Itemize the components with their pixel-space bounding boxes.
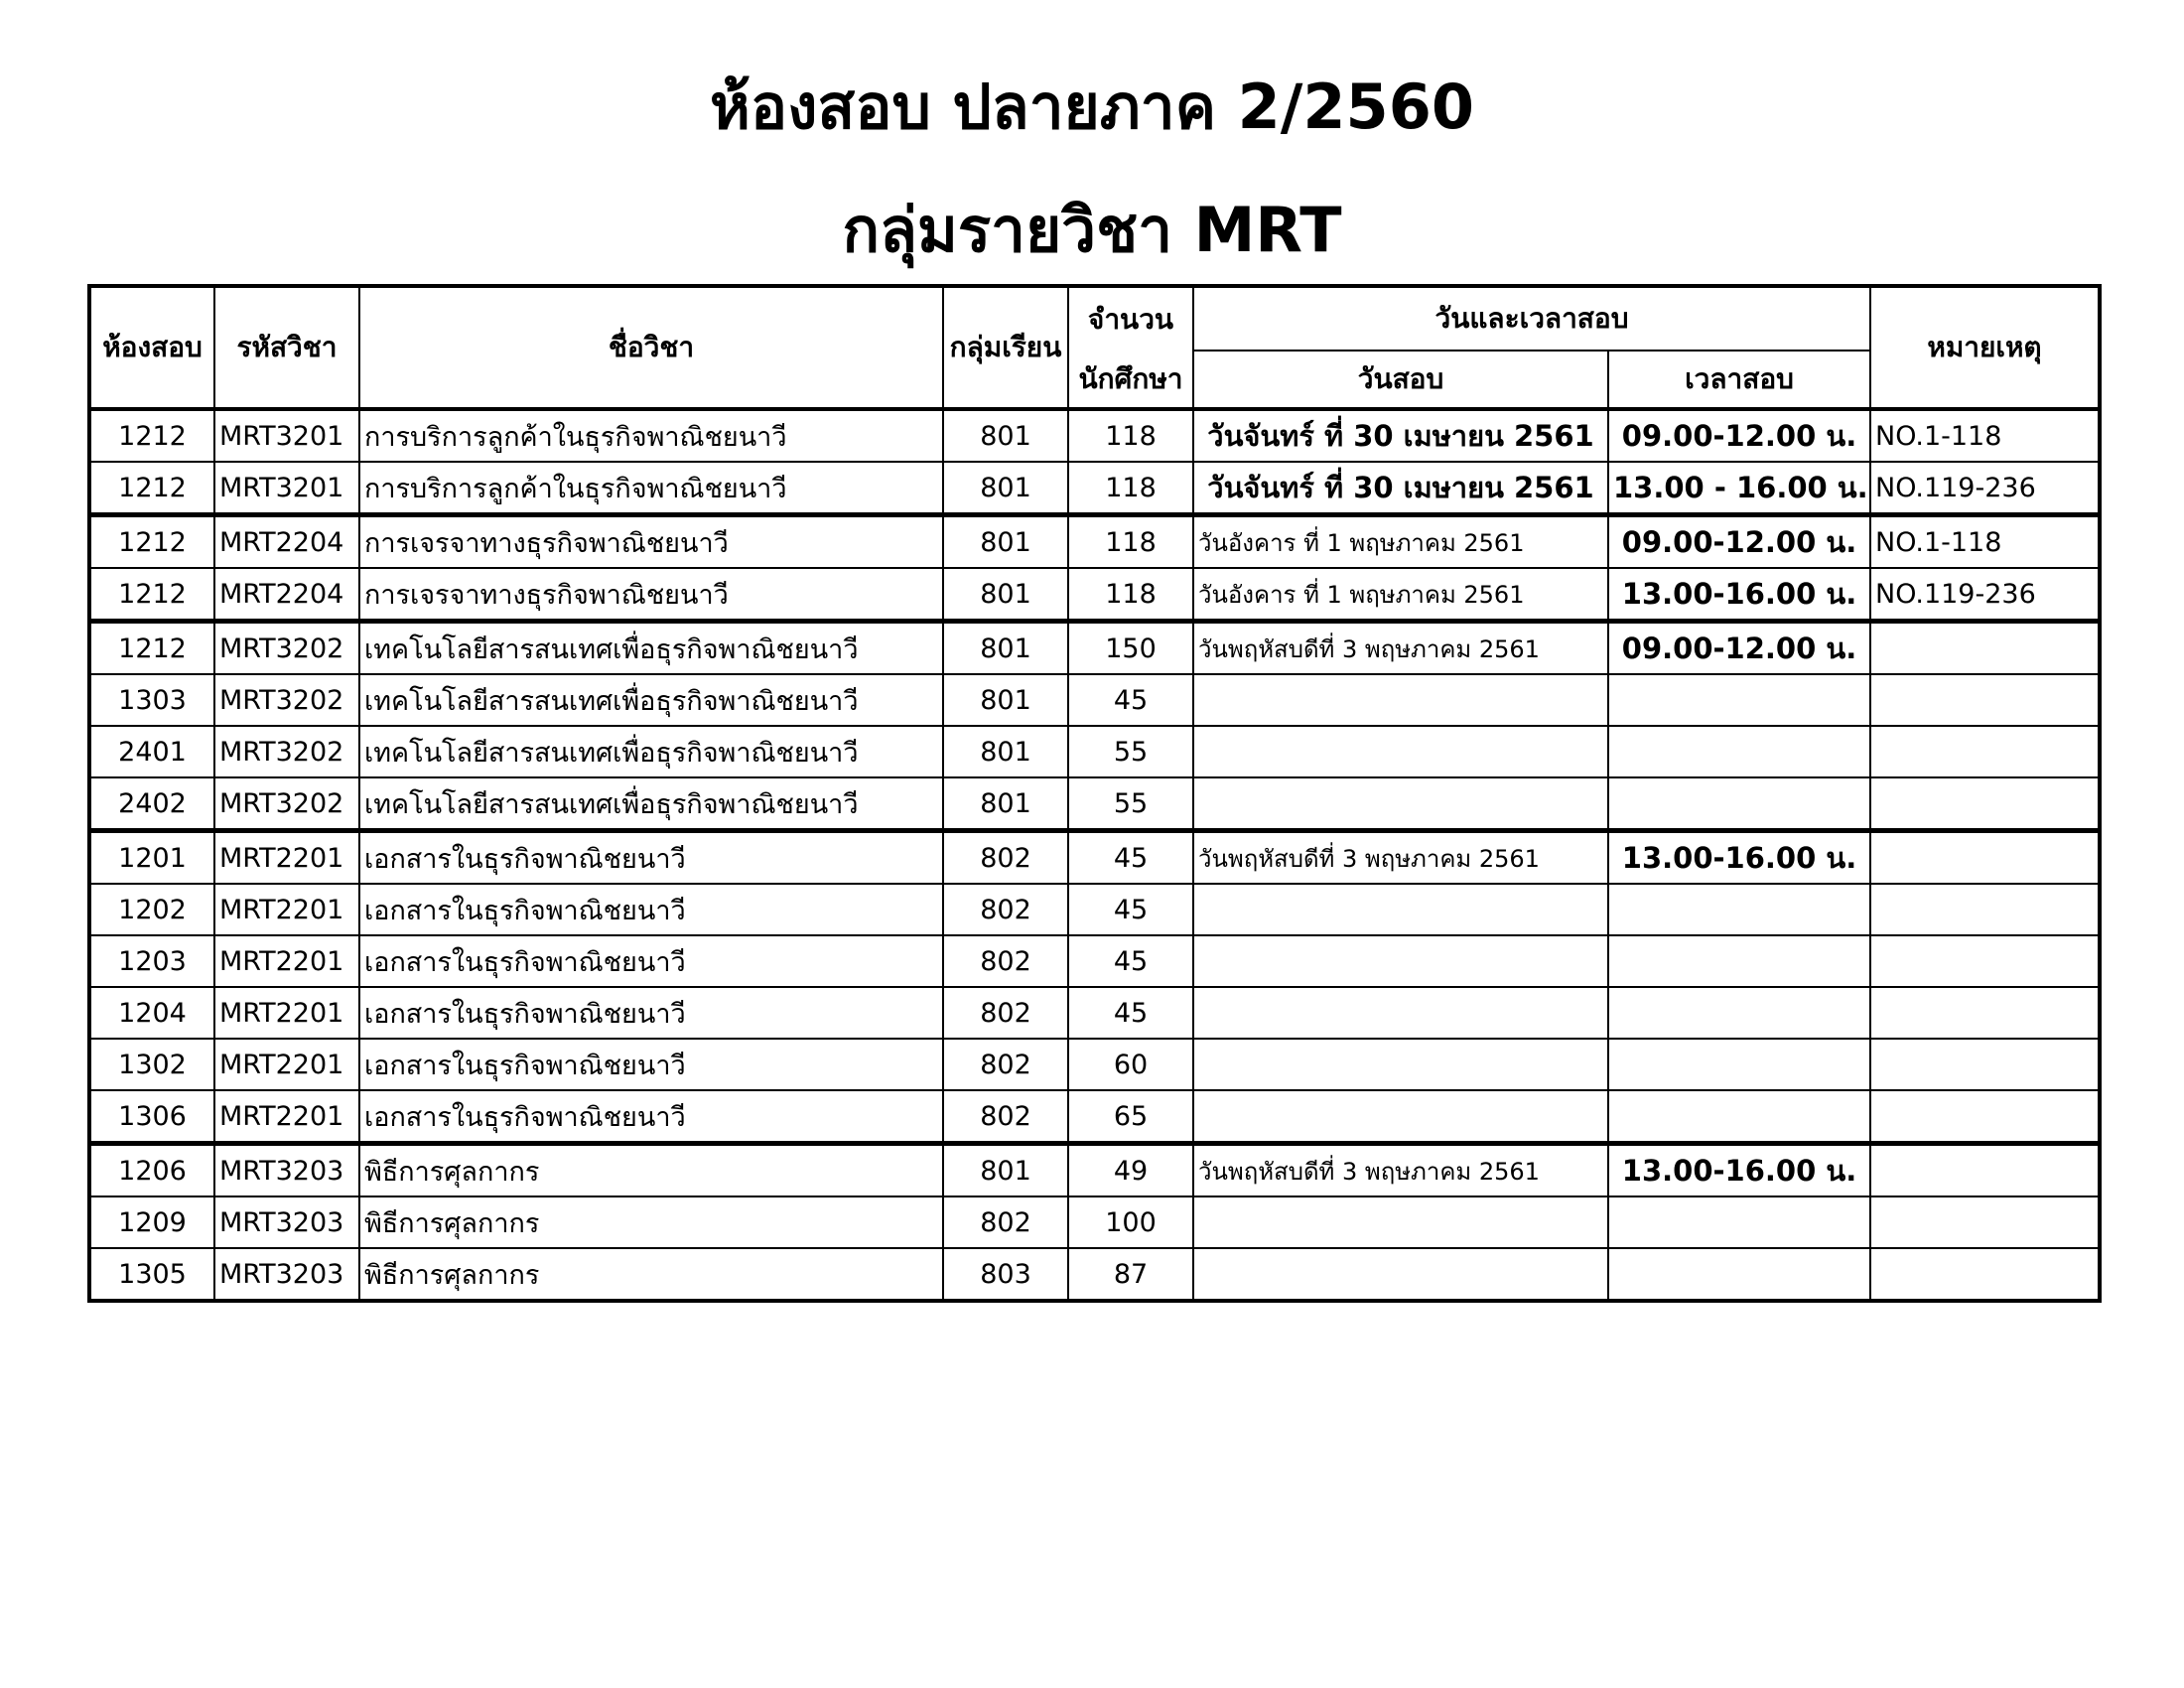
section-cell: 802 <box>943 1090 1068 1144</box>
course-code-cell: MRT2201 <box>214 884 359 935</box>
header-count-line2: นักศึกษา <box>1068 351 1193 409</box>
course-code-cell: MRT2201 <box>214 987 359 1039</box>
course-name-cell: การบริการลูกค้าในธุรกิจพาณิชยนาวี <box>359 462 943 515</box>
student-count-cell: 55 <box>1068 726 1193 777</box>
table-row <box>89 831 2100 885</box>
student-count-cell: 60 <box>1068 1039 1193 1090</box>
exam-time-cell: 09.00-12.00 น. <box>1608 515 1870 569</box>
note-cell <box>1870 726 2100 777</box>
exam-date-cell <box>1193 674 1608 726</box>
course-code-cell: MRT3203 <box>214 1196 359 1248</box>
exam-time-cell <box>1608 674 1870 726</box>
course-name-cell: เอกสารในธุรกิจพาณิชยนาวี <box>359 884 943 935</box>
table-row <box>89 726 2100 777</box>
table-row <box>89 462 2100 515</box>
student-count-cell: 49 <box>1068 1144 1193 1197</box>
student-count-cell: 45 <box>1068 884 1193 935</box>
table-row <box>89 1090 2100 1144</box>
section-cell: 801 <box>943 622 1068 675</box>
section-cell: 801 <box>943 568 1068 622</box>
section-cell: 801 <box>943 674 1068 726</box>
exam-time-cell: 09.00-12.00 น. <box>1608 622 1870 675</box>
section-cell: 801 <box>943 515 1068 569</box>
room-cell: 1303 <box>89 674 214 726</box>
exam-date-cell: วันอังคาร ที่ 1 พฤษภาคม 2561 <box>1193 515 1608 569</box>
student-count-cell: 45 <box>1068 674 1193 726</box>
exam-time-cell <box>1608 777 1870 831</box>
exam-date-cell: วันจันทร์ ที่ 30 เมษายน 2561 <box>1193 462 1608 515</box>
section-cell: 803 <box>943 1248 1068 1301</box>
note-cell <box>1870 1248 2100 1301</box>
student-count-cell: 118 <box>1068 409 1193 462</box>
student-count-cell: 100 <box>1068 1196 1193 1248</box>
exam-date-cell: วันพฤหัสบดีที่ 3 พฤษภาคม 2561 <box>1193 1144 1608 1197</box>
section-cell: 801 <box>943 777 1068 831</box>
exam-time-cell: 13.00-16.00 น. <box>1608 1144 1870 1197</box>
exam-time-cell <box>1608 884 1870 935</box>
exam-date-cell <box>1193 1248 1608 1301</box>
header-note: หมายเหตุ <box>1870 286 2100 409</box>
room-cell: 1306 <box>89 1090 214 1144</box>
table-row <box>89 622 2100 675</box>
student-count-cell: 45 <box>1068 831 1193 885</box>
course-name-cell: เทคโนโลยีสารสนเทศเพื่อธุรกิจพาณิชยนาวี <box>359 726 943 777</box>
course-code-cell: MRT3202 <box>214 777 359 831</box>
course-code-cell: MRT3201 <box>214 409 359 462</box>
exam-time-cell: 13.00-16.00 น. <box>1608 568 1870 622</box>
course-name-cell: เอกสารในธุรกิจพาณิชยนาวี <box>359 1039 943 1090</box>
table-row <box>89 1039 2100 1090</box>
table-row <box>89 987 2100 1039</box>
section-cell: 802 <box>943 935 1068 987</box>
table-row <box>89 1196 2100 1248</box>
exam-room-table <box>87 284 2102 1303</box>
exam-date-cell: วันพฤหัสบดีที่ 3 พฤษภาคม 2561 <box>1193 831 1608 885</box>
student-count-cell: 45 <box>1068 987 1193 1039</box>
note-cell <box>1870 1090 2100 1144</box>
section-cell: 802 <box>943 831 1068 885</box>
student-count-cell: 65 <box>1068 1090 1193 1144</box>
note-cell <box>1870 987 2100 1039</box>
room-cell: 1206 <box>89 1144 214 1197</box>
course-code-cell: MRT2204 <box>214 568 359 622</box>
header-datetime: วันและเวลาสอบ <box>1193 286 1870 351</box>
header-section: กลุ่มเรียน <box>943 286 1068 409</box>
header-date: วันสอบ <box>1193 351 1608 409</box>
room-cell: 1201 <box>89 831 214 885</box>
table-body <box>89 409 2100 1301</box>
course-code-cell: MRT2201 <box>214 831 359 885</box>
section-cell: 802 <box>943 884 1068 935</box>
room-cell: 1209 <box>89 1196 214 1248</box>
room-cell: 1212 <box>89 409 214 462</box>
course-code-cell: MRT2201 <box>214 1090 359 1144</box>
student-count-cell: 87 <box>1068 1248 1193 1301</box>
header-room: ห้องสอบ <box>89 286 214 409</box>
room-cell: 1204 <box>89 987 214 1039</box>
room-cell: 2402 <box>89 777 214 831</box>
note-cell <box>1870 777 2100 831</box>
course-code-cell: MRT3203 <box>214 1144 359 1197</box>
course-name-cell: การบริการลูกค้าในธุรกิจพาณิชยนาวี <box>359 409 943 462</box>
exam-time-cell <box>1608 1090 1870 1144</box>
table-row <box>89 1144 2100 1197</box>
course-name-cell: การเจรจาทางธุรกิจพาณิชยนาวี <box>359 515 943 569</box>
course-code-cell: MRT2201 <box>214 935 359 987</box>
exam-date-cell <box>1193 987 1608 1039</box>
table-row <box>89 674 2100 726</box>
course-name-cell: เอกสารในธุรกิจพาณิชยนาวี <box>359 1090 943 1144</box>
table-row <box>89 515 2100 569</box>
exam-time-cell <box>1608 935 1870 987</box>
note-cell <box>1870 935 2100 987</box>
course-code-cell: MRT2204 <box>214 515 359 569</box>
header-code: รหัสวิชา <box>214 286 359 409</box>
table-row <box>89 1248 2100 1301</box>
header-time: เวลาสอบ <box>1608 351 1870 409</box>
note-cell <box>1870 674 2100 726</box>
student-count-cell: 45 <box>1068 935 1193 987</box>
note-cell <box>1870 1039 2100 1090</box>
course-code-cell: MRT3202 <box>214 622 359 675</box>
course-code-cell: MRT3201 <box>214 462 359 515</box>
room-cell: 1212 <box>89 515 214 569</box>
exam-date-cell <box>1193 1090 1608 1144</box>
course-name-cell: เทคโนโลยีสารสนเทศเพื่อธุรกิจพาณิชยนาวี <box>359 777 943 831</box>
student-count-cell: 150 <box>1068 622 1193 675</box>
student-count-cell: 118 <box>1068 568 1193 622</box>
exam-date-cell <box>1193 1196 1608 1248</box>
course-name-cell: พิธีการศุลกากร <box>359 1248 943 1301</box>
exam-time-cell: 13.00-16.00 น. <box>1608 831 1870 885</box>
room-cell: 2401 <box>89 726 214 777</box>
note-cell: NO.119-236 <box>1870 568 2100 622</box>
exam-date-cell: วันอังคาร ที่ 1 พฤษภาคม 2561 <box>1193 568 1608 622</box>
course-name-cell: พิธีการศุลกากร <box>359 1144 943 1197</box>
room-cell: 1212 <box>89 462 214 515</box>
room-cell: 1202 <box>89 884 214 935</box>
section-cell: 801 <box>943 726 1068 777</box>
section-cell: 801 <box>943 1144 1068 1197</box>
exam-time-cell: 13.00 - 16.00 น. <box>1608 462 1870 515</box>
student-count-cell: 118 <box>1068 515 1193 569</box>
table-row <box>89 884 2100 935</box>
note-cell: NO.119-236 <box>1870 462 2100 515</box>
course-code-cell: MRT3203 <box>214 1248 359 1301</box>
room-cell: 1305 <box>89 1248 214 1301</box>
exam-date-cell: วันจันทร์ ที่ 30 เมษายน 2561 <box>1193 409 1608 462</box>
table-row <box>89 777 2100 831</box>
room-cell: 1212 <box>89 568 214 622</box>
note-cell <box>1870 1196 2100 1248</box>
course-name-cell: การเจรจาทางธุรกิจพาณิชยนาวี <box>359 568 943 622</box>
exam-time-cell: 09.00-12.00 น. <box>1608 409 1870 462</box>
exam-date-cell <box>1193 1039 1608 1090</box>
exam-time-cell <box>1608 1196 1870 1248</box>
exam-time-cell <box>1608 1248 1870 1301</box>
header-name: ชื่อวิชา <box>359 286 943 409</box>
note-cell <box>1870 1144 2100 1197</box>
exam-date-cell: วันพฤหัสบดีที่ 3 พฤษภาคม 2561 <box>1193 622 1608 675</box>
exam-date-cell <box>1193 726 1608 777</box>
room-cell: 1212 <box>89 622 214 675</box>
course-name-cell: เทคโนโลยีสารสนเทศเพื่อธุรกิจพาณิชยนาวี <box>359 622 943 675</box>
exam-date-cell <box>1193 935 1608 987</box>
course-name-cell: เอกสารในธุรกิจพาณิชยนาวี <box>359 987 943 1039</box>
note-cell <box>1870 884 2100 935</box>
exam-date-cell <box>1193 777 1608 831</box>
table-row <box>89 568 2100 622</box>
room-cell: 1203 <box>89 935 214 987</box>
table-row <box>89 409 2100 462</box>
table-row <box>89 935 2100 987</box>
page-subtitle: กลุ่มรายวิชา MRT <box>842 194 1342 266</box>
section-cell: 802 <box>943 1196 1068 1248</box>
course-code-cell: MRT2201 <box>214 1039 359 1090</box>
room-cell: 1302 <box>89 1039 214 1090</box>
course-name-cell: พิธีการศุลกากร <box>359 1196 943 1248</box>
page-title: ห้องสอบ ปลายภาค 2/2560 <box>710 70 1474 143</box>
note-cell <box>1870 622 2100 675</box>
student-count-cell: 55 <box>1068 777 1193 831</box>
section-cell: 801 <box>943 409 1068 462</box>
student-count-cell: 118 <box>1068 462 1193 515</box>
note-cell <box>1870 831 2100 885</box>
section-cell: 802 <box>943 987 1068 1039</box>
course-name-cell: เอกสารในธุรกิจพาณิชยนาวี <box>359 831 943 885</box>
course-code-cell: MRT3202 <box>214 726 359 777</box>
section-cell: 802 <box>943 1039 1068 1090</box>
exam-date-cell <box>1193 884 1608 935</box>
exam-time-cell <box>1608 1039 1870 1090</box>
exam-time-cell <box>1608 987 1870 1039</box>
course-name-cell: เทคโนโลยีสารสนเทศเพื่อธุรกิจพาณิชยนาวี <box>359 674 943 726</box>
course-name-cell: เอกสารในธุรกิจพาณิชยนาวี <box>359 935 943 987</box>
exam-time-cell <box>1608 726 1870 777</box>
note-cell: NO.1-118 <box>1870 515 2100 569</box>
course-code-cell: MRT3202 <box>214 674 359 726</box>
section-cell: 801 <box>943 462 1068 515</box>
header-count-line1: จำนวน <box>1068 286 1193 351</box>
note-cell: NO.1-118 <box>1870 409 2100 462</box>
